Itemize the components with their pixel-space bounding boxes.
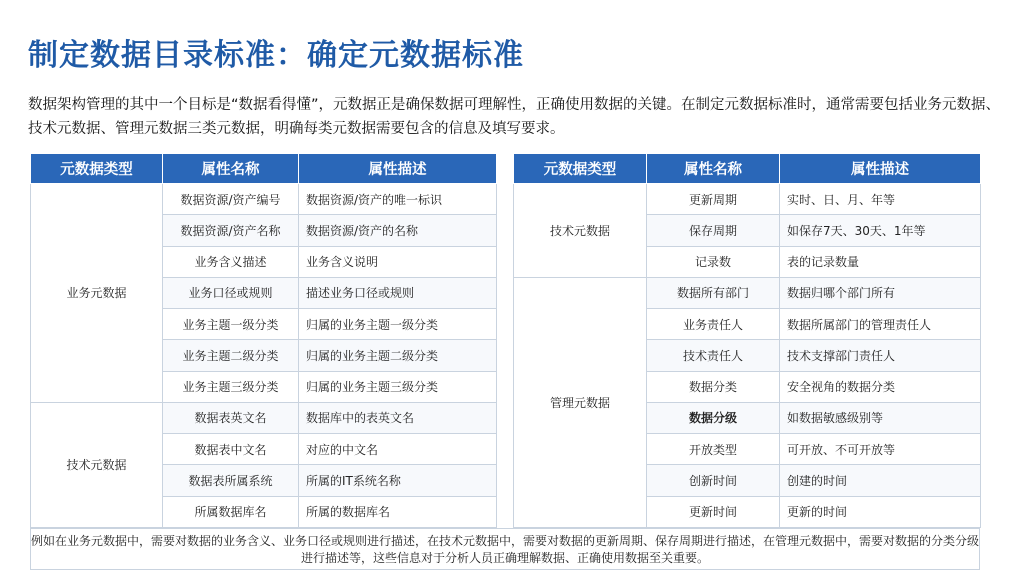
table-row (31, 402, 497, 433)
metadata-type-cell: 技术元数据 (514, 184, 647, 278)
attribute-name-cell: 数据表中文名 (163, 434, 299, 465)
attribute-desc-cell: 技术支撑部门责任人 (780, 340, 981, 371)
attribute-desc-cell: 数据所属部门的管理责任人 (780, 309, 981, 340)
left-table-header (31, 154, 497, 184)
attribute-desc-cell: 归属的业务主题一级分类 (299, 309, 497, 340)
attribute-desc-cell: 描述业务口径或规则 (299, 277, 497, 308)
header-attribute-desc: 属性描述 (780, 154, 981, 184)
attribute-name-cell: 业务主题一级分类 (163, 309, 299, 340)
attribute-desc-cell: 数据库中的表英文名 (299, 402, 497, 433)
metadata-type-cell: 业务元数据 (31, 184, 163, 403)
attribute-name-cell: 更新周期 (647, 184, 780, 215)
attribute-desc-cell: 数据资源/资产的名称 (299, 215, 497, 246)
attribute-desc-cell: 表的记录数量 (780, 246, 981, 277)
attribute-name-cell: 业务主题二级分类 (163, 340, 299, 371)
attribute-name-cell: 记录数 (647, 246, 780, 277)
attribute-name-cell: 业务口径或规则 (163, 277, 299, 308)
attribute-name-cell: 数据资源/资产名称 (163, 215, 299, 246)
right-table-header (514, 154, 981, 184)
attribute-desc-cell: 更新的时间 (780, 496, 981, 527)
attribute-desc-cell: 所属的数据库名 (299, 496, 497, 527)
left-metadata-table (30, 153, 497, 528)
attribute-name-cell: 数据所有部门 (647, 277, 780, 308)
attribute-name-cell: 更新时间 (647, 496, 780, 527)
attribute-desc-cell: 所属的IT系统名称 (299, 465, 497, 496)
attribute-desc-cell: 对应的中文名 (299, 434, 497, 465)
table-row (514, 184, 981, 215)
header-attribute-desc: 属性描述 (299, 154, 497, 184)
right-metadata-table (513, 153, 981, 528)
attribute-name-cell: 数据表所属系统 (163, 465, 299, 496)
attribute-desc-cell: 如数据敏感级别等 (780, 402, 981, 433)
attribute-desc-cell: 可开放、不可开放等 (780, 434, 981, 465)
attribute-desc-cell: 归属的业务主题三级分类 (299, 371, 497, 402)
attribute-name-cell: 业务主题三级分类 (163, 371, 299, 402)
attribute-desc-cell: 数据归哪个部门所有 (780, 277, 981, 308)
attribute-desc-cell: 实时、日、月、年等 (780, 184, 981, 215)
header-metadata-type: 元数据类型 (514, 154, 647, 184)
attribute-name-cell: 技术责任人 (647, 340, 780, 371)
attribute-name-cell: 业务责任人 (647, 309, 780, 340)
attribute-name-cell: 业务含义描述 (163, 246, 299, 277)
intro-paragraph: 数据架构管理的其中一个目标是“数据看得懂”，元数据正是确保数据可理解性，正确使用数据的关键。在制定元数据标准时，通常需要包括业务元数据、技术元数据、管理元数据三类元数据，明确每类元数据需要包含的信息及填写要求。 (28, 97, 1001, 137)
table-row (514, 277, 981, 308)
attribute-name-cell: 开放类型 (647, 434, 780, 465)
attribute-name-cell: 创新时间 (647, 465, 780, 496)
footnote-box: 例如在业务元数据中，需要对数据的业务含义、业务口径或规则进行描述，在技术元数据中，需要对数据的更新周期、保存周期进行描述，在管理元数据中，需要对数据的分类分级进行描述等，这些信息对于分析人员正确理解数据、正确使用数据至关重要。 (30, 528, 980, 570)
table-row (31, 184, 497, 215)
page-title: 制定数据目录标准：确定元数据标准 (28, 38, 524, 73)
attribute-name-cell: 所属数据库名 (163, 496, 299, 527)
attribute-desc-cell: 安全视角的数据分类 (780, 371, 981, 402)
attribute-name-cell: 数据分级 (647, 402, 780, 433)
attribute-desc-cell: 数据资源/资产的唯一标识 (299, 184, 497, 215)
attribute-desc-cell: 业务含义说明 (299, 246, 497, 277)
attribute-desc-cell: 创建的时间 (780, 465, 981, 496)
attribute-desc-cell: 如保存7天、30天、1年等 (780, 215, 981, 246)
header-metadata-type: 元数据类型 (31, 154, 163, 184)
attribute-name-cell: 数据分类 (647, 371, 780, 402)
attribute-name-cell: 数据表英文名 (163, 402, 299, 433)
attribute-name-cell: 保存周期 (647, 215, 780, 246)
metadata-type-cell: 管理元数据 (514, 277, 647, 527)
attribute-desc-cell: 归属的业务主题二级分类 (299, 340, 497, 371)
header-attribute-name: 属性名称 (163, 154, 299, 184)
attribute-name-cell: 数据资源/资产编号 (163, 184, 299, 215)
metadata-type-cell: 技术元数据 (31, 402, 163, 527)
header-attribute-name: 属性名称 (647, 154, 780, 184)
